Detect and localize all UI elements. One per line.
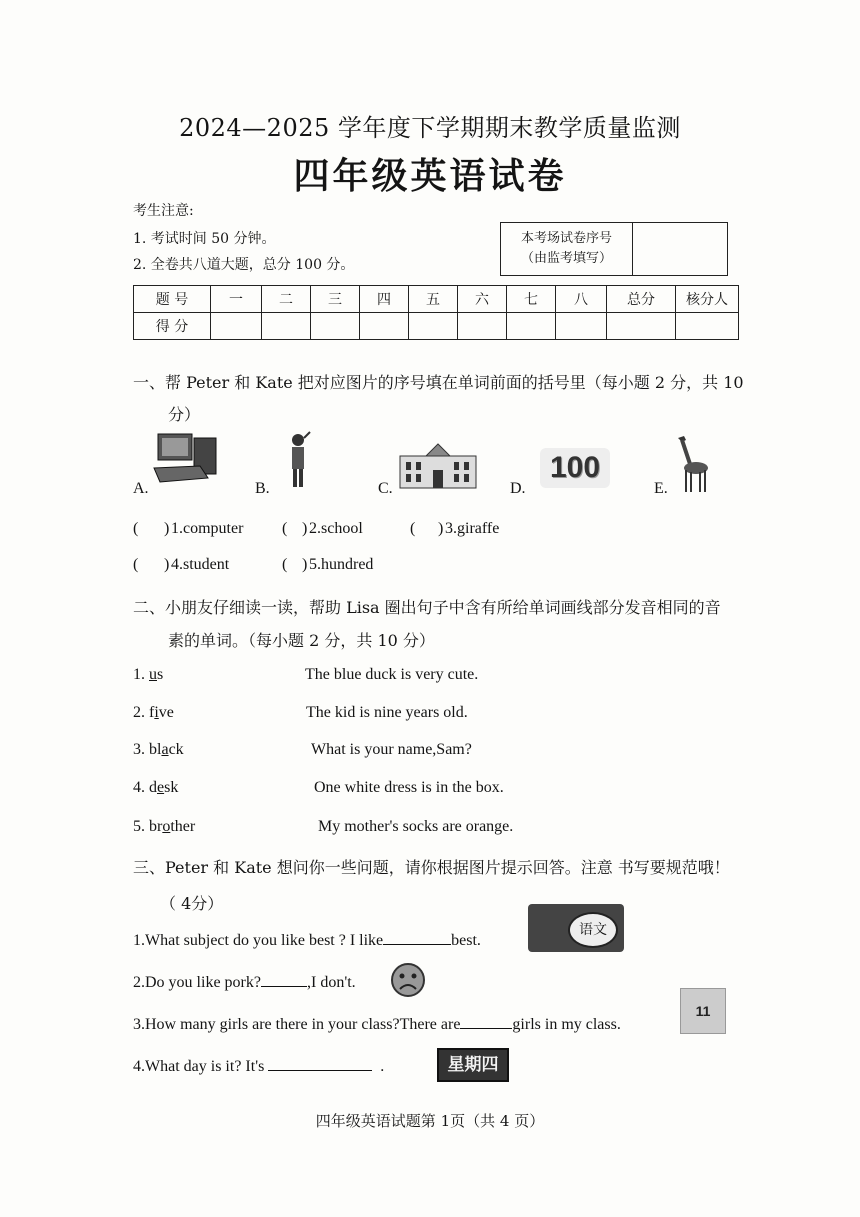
hundred-picture: 100 — [540, 448, 610, 488]
sad-face-icon — [390, 962, 426, 998]
student-picture — [282, 430, 314, 496]
phonics-sentence: The blue duck is very cute. — [305, 666, 479, 683]
pic-label-e: E. — [654, 480, 668, 497]
answer-paren-close: ) — [302, 520, 308, 537]
answer-blank[interactable] — [268, 1070, 372, 1071]
score-cell: 四 — [360, 286, 409, 313]
phonics-sentence: The kid is nine years old. — [306, 704, 468, 721]
answer-paren-open: ( — [133, 556, 139, 573]
section2-heading: 二、小朋友仔细读一读，帮助 Lisa 圈出句子中含有所给单词画线部分发音相同的音 — [133, 598, 721, 617]
score-table-score-row — [134, 313, 739, 340]
notice-heading: 考生注意: — [133, 203, 194, 219]
answer-blank[interactable] — [460, 1028, 512, 1029]
score-input-cell[interactable] — [676, 313, 739, 340]
score-input-cell[interactable] — [507, 313, 556, 340]
seat-number-label — [501, 223, 633, 275]
chinese-subject-label: 语文 — [568, 912, 618, 948]
score-input-cell[interactable] — [360, 313, 409, 340]
score-table-header-row — [134, 286, 739, 313]
answer-paren-close: ) — [438, 520, 444, 537]
score-cell: 题 号 — [134, 286, 211, 313]
pic-label-a: A. — [133, 480, 149, 497]
pic-label-c: C. — [378, 480, 393, 497]
score-cell: 五 — [409, 286, 458, 313]
phonics-sentence: My mother's socks are orange. — [318, 818, 514, 835]
vocab-word: 5.hundred — [309, 556, 374, 573]
number-eleven-picture: 11 — [680, 988, 726, 1034]
phonics-sentence: One white dress is in the box. — [314, 779, 504, 796]
section3-heading-cont: （ 4分） — [160, 894, 224, 913]
phonics-word: 4. desk — [133, 779, 179, 796]
answer-paren-close: ) — [164, 520, 170, 537]
computer-picture — [150, 430, 225, 488]
answer-blank[interactable] — [383, 944, 451, 945]
score-input-cell[interactable] — [556, 313, 607, 340]
answer-blank[interactable] — [261, 986, 307, 987]
score-input-cell[interactable] — [211, 313, 262, 340]
chinese-subject-picture — [528, 904, 624, 952]
exam-title: 2024—2025 学年度下学期期末教学质量监测 — [179, 114, 681, 142]
score-input-cell[interactable] — [409, 313, 458, 340]
question-2: 2.Do you like pork? ,I don't. — [133, 974, 356, 991]
score-cell: 一 — [211, 286, 262, 313]
section1-heading: 一、帮 Peter 和 Kate 把对应图片的序号填在单词前面的括号里（每小题 2 分，共 10 — [133, 373, 744, 392]
pic-label-d: D. — [510, 480, 526, 497]
seat-number-label-line2: （由监考填写） — [520, 251, 612, 266]
vocab-word: 2.school — [309, 520, 363, 537]
score-cell: 二 — [262, 286, 311, 313]
section2-heading-cont: 素的单词。（每小题 2 分，共 10 分） — [168, 631, 435, 650]
vocab-word: 1.computer — [171, 520, 244, 537]
answer-paren-open: ( — [282, 520, 288, 537]
score-cell: 核分人 — [676, 286, 739, 313]
question-3: 3.How many girls are there in your class?There are girls in my class. — [133, 1016, 621, 1033]
exam-subtitle: 四年级英语试卷 — [293, 155, 567, 197]
score-input-cell[interactable] — [262, 313, 311, 340]
score-cell: 总分 — [607, 286, 676, 313]
phonics-word: 1. us — [133, 666, 164, 683]
score-cell: 六 — [458, 286, 507, 313]
answer-paren-open: ( — [410, 520, 416, 537]
score-cell: 八 — [556, 286, 607, 313]
phonics-word: 5. brother — [133, 818, 196, 835]
score-input-cell[interactable] — [458, 313, 507, 340]
seat-number-label-line1: 本考场试卷序号 — [520, 231, 612, 246]
thursday-picture: 星期四 — [437, 1048, 509, 1082]
vocab-word: 3.giraffe — [445, 520, 500, 537]
phonics-word: 2. five — [133, 704, 174, 721]
answer-paren-close: ) — [164, 556, 170, 573]
question-1: 1.What subject do you like best ? I like best. — [133, 932, 481, 949]
phonics-word: 3. black — [133, 741, 184, 758]
answer-paren-close: ) — [302, 556, 308, 573]
answer-paren-open: ( — [282, 556, 288, 573]
section1-heading-cont: 分） — [168, 405, 201, 424]
score-input-cell[interactable] — [607, 313, 676, 340]
giraffe-picture — [672, 434, 712, 494]
score-cell: 得 分 — [134, 313, 211, 340]
notice-item: 1. 考试时间 50 分钟。 — [133, 231, 276, 247]
score-table — [133, 285, 739, 340]
school-picture — [396, 440, 480, 494]
notice-item: 2. 全卷共八道大题，总分 100 分。 — [133, 257, 355, 273]
answer-paren-open: ( — [133, 520, 139, 537]
section3-heading: 三、Peter 和 Kate 想问你一些问题，请你根据图片提示回答。注意 书写要规范哦！ — [133, 858, 730, 877]
score-cell: 七 — [507, 286, 556, 313]
phonics-sentence: What is your name,Sam? — [311, 741, 472, 758]
pic-label-b: B. — [255, 480, 270, 497]
score-input-cell[interactable] — [311, 313, 360, 340]
vocab-word: 4.student — [171, 556, 230, 573]
score-cell: 三 — [311, 286, 360, 313]
seat-number-box — [500, 222, 728, 276]
question-4: 4.What day is it? It's . — [133, 1058, 385, 1075]
page-footer: 四年级英语试题第 1页（共 4 页） — [315, 1112, 545, 1130]
